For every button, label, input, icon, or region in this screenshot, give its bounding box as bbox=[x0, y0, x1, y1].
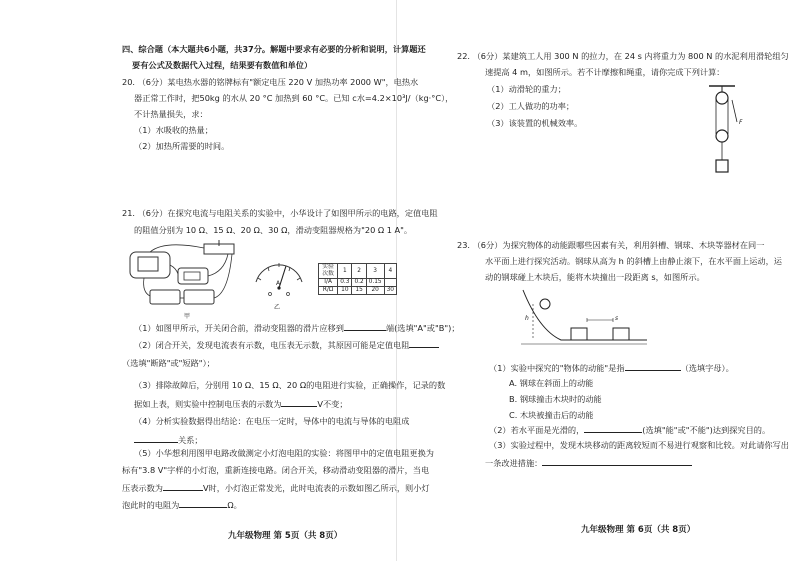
table-cell: 30 bbox=[384, 287, 396, 295]
fig-label-yi: 乙 bbox=[274, 304, 281, 311]
q21-s5-line2: 标有"3.8 V"字样的小灯泡，重新连接电路。闭合开关，移动滑动变阻器的滑片，当电 bbox=[122, 465, 430, 475]
q21-s2-option: （选填"断路"或"短路"）； bbox=[122, 358, 215, 368]
answer-blank[interactable] bbox=[344, 322, 386, 331]
q21-s5-line4 bbox=[122, 499, 242, 510]
table-cell: 0.15 bbox=[366, 279, 384, 287]
q21-line2: 的阻值分别为 10 Ω、15 Ω、20 Ω、30 Ω，滑动变阻器规格为"20 Ω 1 A"。 bbox=[134, 225, 413, 235]
page-footer-6: 九年级物理 第 6页（共 8页） bbox=[581, 525, 696, 535]
q20-line2: 器正常工作时，把50kg 的水从 20 °C 加热到 60 °C。已知 c水=4.2×10³J/（kg·°C）， bbox=[134, 93, 454, 103]
table-cell: 0.2 bbox=[352, 279, 366, 287]
table-header-cell: 3 bbox=[366, 264, 384, 279]
answer-blank[interactable] bbox=[584, 424, 642, 433]
q21-s4-cont bbox=[134, 434, 203, 445]
q23-s2-tail: (选填"能"或"不能")达到探究目的。 bbox=[642, 425, 771, 435]
q21-s4 bbox=[134, 416, 409, 426]
table-header-cell: 实验次数 bbox=[319, 264, 338, 279]
table-row bbox=[319, 264, 397, 279]
table-header-cell: 4 bbox=[384, 264, 396, 279]
q22-line1: 22. （6分）某建筑工人用 300 N 的拉力，在 24 s 内将重力为 800 N 的水泥利用滑轮组匀 bbox=[457, 51, 789, 61]
height-label: h bbox=[525, 315, 529, 322]
q21-s4-text: （4）分析实验数据得出结论：在电压一定时，导体中的电流与导体的电阻成 bbox=[134, 416, 410, 426]
incline-apparatus-diagram bbox=[519, 286, 651, 352]
table-cell: I/A bbox=[319, 279, 338, 287]
ammeter-unit-label: A bbox=[276, 280, 281, 287]
table-header-cell: 2 bbox=[352, 264, 366, 279]
section-heading-line2: 要有公式及数据代入过程，结果要有数值和单位） bbox=[132, 60, 313, 70]
table-cell: R/Ω bbox=[319, 287, 338, 295]
q21-s2-text: （2）闭合开关，发现电流表有示数，电压表无示数，其原因可能是定值电阻 bbox=[134, 340, 410, 350]
q21-s5-mid: V时，小灯泡正常发光，此时电流表的示数如图乙所示，则小灯 bbox=[202, 483, 430, 493]
q23-line2: 水平面上进行探究活动。钢球从高为 h 的斜槽上由静止滚下，在水平面上运动，运 bbox=[485, 256, 782, 266]
q23-line3: 动的钢球碰上木块后，能将木块撞出一段距离 s，如图所示。 bbox=[485, 272, 705, 282]
ammeter-dial-yi bbox=[250, 258, 308, 298]
table-header-cell: 1 bbox=[338, 264, 352, 279]
q21-s5-text: 压表示数为 bbox=[122, 483, 163, 493]
q21-s3: （3）排除故障后，分别用 10 Ω、15 Ω、20 Ω的电阻进行实验，正确操作，记录的数 bbox=[134, 380, 446, 390]
answer-blank[interactable] bbox=[625, 362, 681, 371]
section-heading-line1: 四、综合题（本大题共6小题，共37分。解题中要求有必要的分析和说明，计算题还 bbox=[122, 44, 426, 54]
table-cell: 10 bbox=[338, 287, 352, 295]
table-cell: 15 bbox=[352, 287, 366, 295]
q20-line1: 20. （6分）某电热水器的铭牌标有"额定电压 220 V 加热功率 2000 W"，电热水 bbox=[122, 77, 419, 87]
q21-s1-tail: 端(选填"A"或"B")； bbox=[385, 323, 460, 333]
q21-s4-tail: 关系； bbox=[178, 435, 203, 445]
q23-s3-cont bbox=[485, 457, 692, 468]
q20-line3: 不计热量损失，求： bbox=[134, 109, 208, 119]
q22-sub2: （2）工人做功的功率； bbox=[487, 101, 575, 111]
q23-s1 bbox=[489, 362, 734, 373]
table-row bbox=[319, 279, 397, 287]
q21-s5: （5）小华想利用图甲电路改做测定小灯泡电阻的实验：将图甲中的定值电阻更换为 bbox=[134, 448, 434, 458]
q21-s5-tail: Ω。 bbox=[227, 500, 242, 510]
force-label: F bbox=[739, 119, 743, 126]
q21-s1-text: （1）如图甲所示，开关闭合前，滑动变阻器的滑片应移到 bbox=[134, 323, 344, 333]
table-cell bbox=[384, 279, 396, 287]
q23-s1-text: （1）实验中探究的"物体的动能"是指 bbox=[489, 363, 625, 373]
answer-blank[interactable] bbox=[179, 499, 227, 508]
answer-blank[interactable] bbox=[542, 457, 692, 466]
q23-s2-text: （2）若水平面是光滑的， bbox=[489, 425, 585, 435]
q23-option-c: C. 木块被撞击后的动能 bbox=[509, 410, 594, 420]
q21-s5-text2: 泡此时的电阻为 bbox=[122, 500, 180, 510]
answer-blank[interactable] bbox=[163, 482, 203, 491]
q20-sub1: （1）水吸收的热量； bbox=[134, 125, 213, 135]
page-6 bbox=[397, 0, 794, 561]
q23-option-b: B. 钢球撞击木块时的动能 bbox=[509, 394, 602, 404]
q20-sub2: （2）加热所需要的时间。 bbox=[134, 141, 230, 151]
circuit-diagram-jia bbox=[124, 238, 242, 314]
page-footer-5: 九年级物理 第 5页（共 8页） bbox=[228, 531, 343, 541]
q21-s5-line3 bbox=[122, 482, 430, 493]
table-row bbox=[319, 287, 397, 295]
q22-sub1: （1）动滑轮的重力； bbox=[487, 84, 566, 94]
answer-blank[interactable] bbox=[281, 398, 317, 407]
experiment-data-table bbox=[318, 263, 397, 295]
q21-s3-text: 据如上表，则实验中控制电压表的示数为 bbox=[134, 399, 282, 409]
pulley-system-diagram bbox=[705, 84, 745, 178]
q23-s3: （3）实验过程中，发现木块移动的距离较短而不易进行观察和比较。对此请你写出 bbox=[489, 440, 789, 450]
fig-label-jia: 甲 bbox=[184, 313, 191, 320]
q23-option-a: A. 钢球在斜面上的动能 bbox=[509, 378, 594, 388]
q23-s3-text: 一条改进措施： bbox=[485, 458, 543, 468]
q21-line1: 21. （6分）在探究电流与电阻关系的实验中，小华设计了如图甲所示的电路，定值电阻 bbox=[122, 208, 438, 218]
q23-line1: 23. （6分）为探究物体的动能跟哪些因素有关，利用斜槽、钢球、木块等器材在同一 bbox=[457, 240, 765, 250]
q23-s2 bbox=[489, 424, 770, 435]
q22-line2: 速提高 4 m，如图所示。若不计摩擦和绳重，请你完成下列计算： bbox=[485, 67, 725, 77]
q23-s1-tail: （选填字母）。 bbox=[680, 363, 734, 373]
distance-label: s bbox=[615, 315, 619, 322]
q21-s2 bbox=[134, 339, 439, 350]
q22-sub3: （3）该装置的机械效率。 bbox=[487, 118, 583, 128]
q21-s3-tail: V不变； bbox=[317, 399, 348, 409]
q21-s3-cont bbox=[134, 398, 348, 409]
table-cell: 0.3 bbox=[338, 279, 352, 287]
table-cell: 20 bbox=[366, 287, 384, 295]
answer-blank[interactable] bbox=[134, 434, 178, 443]
